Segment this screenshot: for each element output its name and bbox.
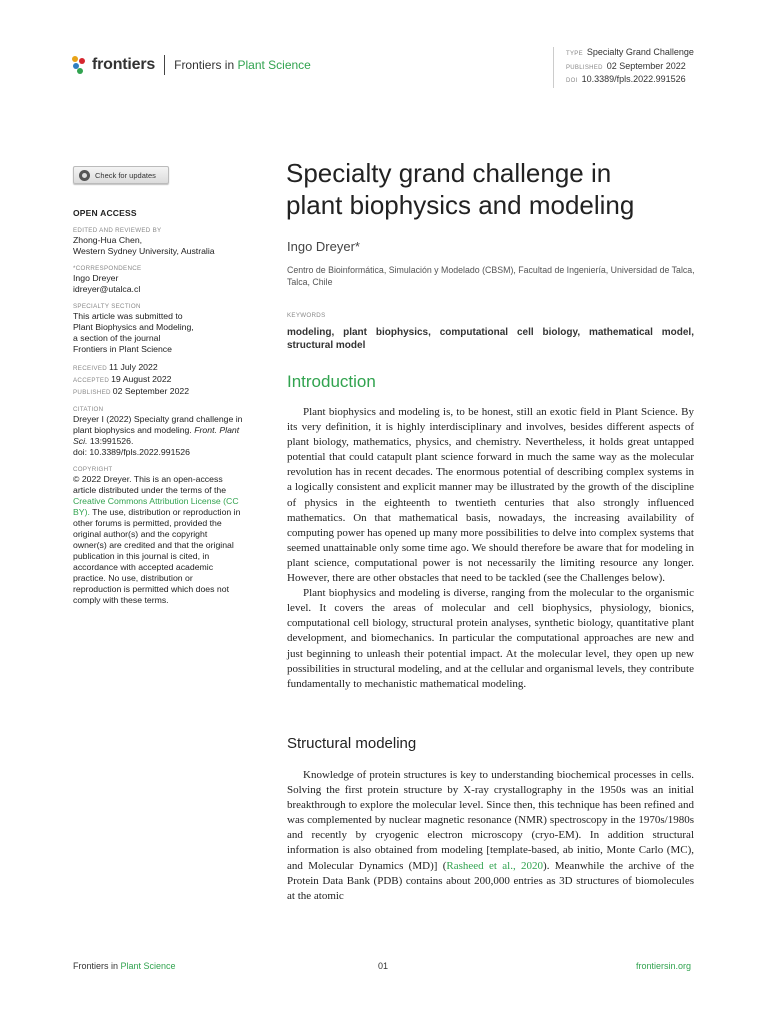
page-number: 01 xyxy=(378,961,389,971)
journal-header xyxy=(72,55,311,75)
section-heading-structural-modeling: Structural modeling xyxy=(287,735,417,752)
article-title: Specialty grand challenge in plant biophysics and modeling xyxy=(286,158,635,220)
copyright-text: © 2022 Dreyer. This is an open-access article distributed under the terms of the Creative Commons Attribution License (CC BY). The use, distribution or reproduction in other forums is permitted, provided the original author(s) and the copyright owner(s) are credited and that the original publication in this journal is cited, in accordance with accepted academic practice. No use, distribution or reproduction is permitted which does not comply with these terms. xyxy=(73,474,241,605)
sidebar-published-date: PUBLISHED 02 September 2022 xyxy=(73,386,190,396)
cc-license-link[interactable]: Creative Commons Attribution License (CC BY). xyxy=(73,496,239,517)
corresponding-email[interactable]: idreyer@utalca.cl xyxy=(73,284,141,294)
structural-modeling-body xyxy=(287,768,694,904)
citation-label: CITATION xyxy=(73,406,104,413)
section-line: Plant Biophysics and Modeling, xyxy=(73,322,194,332)
header-divider xyxy=(164,55,165,75)
paragraph: Plant biophysics and modeling is, to be honest, still an exotic field in Plant Science. By its very definition, it is highly interdisciplinary and involves, besides different aspects of plant biology, mathematics, physics, and chemistry. Nevertheless, it holds great untapped potential that could catapult plant science forward in much the same way as the molecular revolution has in recent decades. The enormous potential of describing complex systems in a logically consistent and explicit manner may be illustrated by the growth of the discipline of physics in the eighteenth to twentieth centuries that also strongly influenced mathematics. On that mathematical basis, nowadays, the increasing availability of computing power has opened up many more possibilities to delve into complex systems that seemed unattainable only some time ago. We should therefore be aware that for modeling in plant science, computational power is not necessarily the limiting resource any longer. However, there are other obstacles that need to be tackled (see the Challenges below). xyxy=(287,406,694,585)
edited-label: EDITED AND REVIEWED BY xyxy=(73,227,162,234)
introduction-body xyxy=(287,405,694,692)
article-meta: TYPE Specialty Grand Challenge PUBLISHED 02 September 2022 DOI 10.3389/fpls.2022.991526 xyxy=(553,47,694,88)
paragraph: Knowledge of protein structures is key to understanding biochemical processes in cells. Solving the first protein structure by X-ray crystallography in the 1950s was an initial breakthrough to explore the molecular level. Since then, this technique has been refined and was complemented by nuclear magnetic resonance (NMR) spectroscopy in the 1970s/1980s and recently by cryogenic electron microscopy (cryo-EM). In addition structural information is also obtained from modeling [template-based, ab initio, Monte Carlo (MC), and Molecular Dynamics (MD)] (Rasheed et al., 2020). Meanwhile the archive of the Protein Data Bank (PDB) contains about 200,000 entries as 3D structures of biomolecules at the atomic xyxy=(287,769,694,902)
section-heading-introduction: Introduction xyxy=(287,372,376,391)
published-date: 02 September 2022 xyxy=(606,60,686,71)
footer-journal: Frontiers in Plant Science xyxy=(73,961,176,971)
reference-link[interactable]: Rasheed et al., 2020 xyxy=(446,859,544,872)
author-name[interactable]: Ingo Dreyer* xyxy=(287,239,360,254)
paragraph: Plant biophysics and modeling is diverse, ranging from the molecular to the organismic level. It covers the areas of molecular and cell biophysics, physiology, bionics, computational cell biology, structural protein analyses, synthetic biology, quantitative plant development, and biomechanics. In particular the computational approaches are new and just beginning to unleash their potential impact. At the molecular level, they open up new possibilities in structural modeling, and at the cellular and organismal levels, they contribute fundamentally to mechanistic mathematical modeling. xyxy=(287,587,694,690)
editor-affiliation: Western Sydney University, Australia xyxy=(73,246,215,256)
corresponding-author: Ingo Dreyer xyxy=(73,273,119,283)
footer-site-link[interactable]: frontiersin.org xyxy=(636,961,692,971)
frontiers-logo-icon xyxy=(72,56,88,74)
logo-wordmark: frontiers xyxy=(92,56,156,73)
section-line: This article was submitted to xyxy=(73,311,183,321)
journal-name[interactable]: Frontiers in Plant Science xyxy=(174,58,311,72)
section-line: Frontiers in Plant Science xyxy=(73,344,172,354)
received-date: RECEIVED 11 July 2022 xyxy=(73,362,158,372)
sidebar xyxy=(73,166,243,606)
doi-link[interactable]: 10.3389/fpls.2022.991526 xyxy=(581,74,686,84)
correspondence-label: *CORRESPONDENCE xyxy=(73,265,142,272)
keywords: modeling, plant biophysics, computational cell biology, mathematical model, structural model xyxy=(287,327,694,351)
section-line: a section of the journal xyxy=(73,333,161,343)
section-label: SPECIALTY SECTION xyxy=(73,303,141,310)
open-access-label: OPEN ACCESS xyxy=(73,208,137,218)
citation-text: Dreyer I (2022) Specialty grand challenge in plant biophysics and modeling. Front. Plant Sci. 13:991526. doi: 10.3389/fpls.2022.991526 xyxy=(73,414,243,457)
citation-doi[interactable]: doi: 10.3389/fpls.2022.991526 xyxy=(73,447,190,457)
update-icon xyxy=(79,170,90,181)
keywords-label: KEYWORDS xyxy=(287,312,326,319)
editor-name: Zhong-Hua Chen, xyxy=(73,235,143,245)
copyright-label: COPYRIGHT xyxy=(73,466,113,473)
accepted-date: ACCEPTED 19 August 2022 xyxy=(73,374,172,384)
article-type: Specialty Grand Challenge xyxy=(586,47,694,57)
author-affiliation: Centro de Bioinformática, Simulación y Modelado (CBSM), Facultad de Ingeniería, Universidad de Talca, Talca, Chile xyxy=(287,265,695,287)
check-updates-button[interactable]: Check for updates xyxy=(73,166,169,184)
